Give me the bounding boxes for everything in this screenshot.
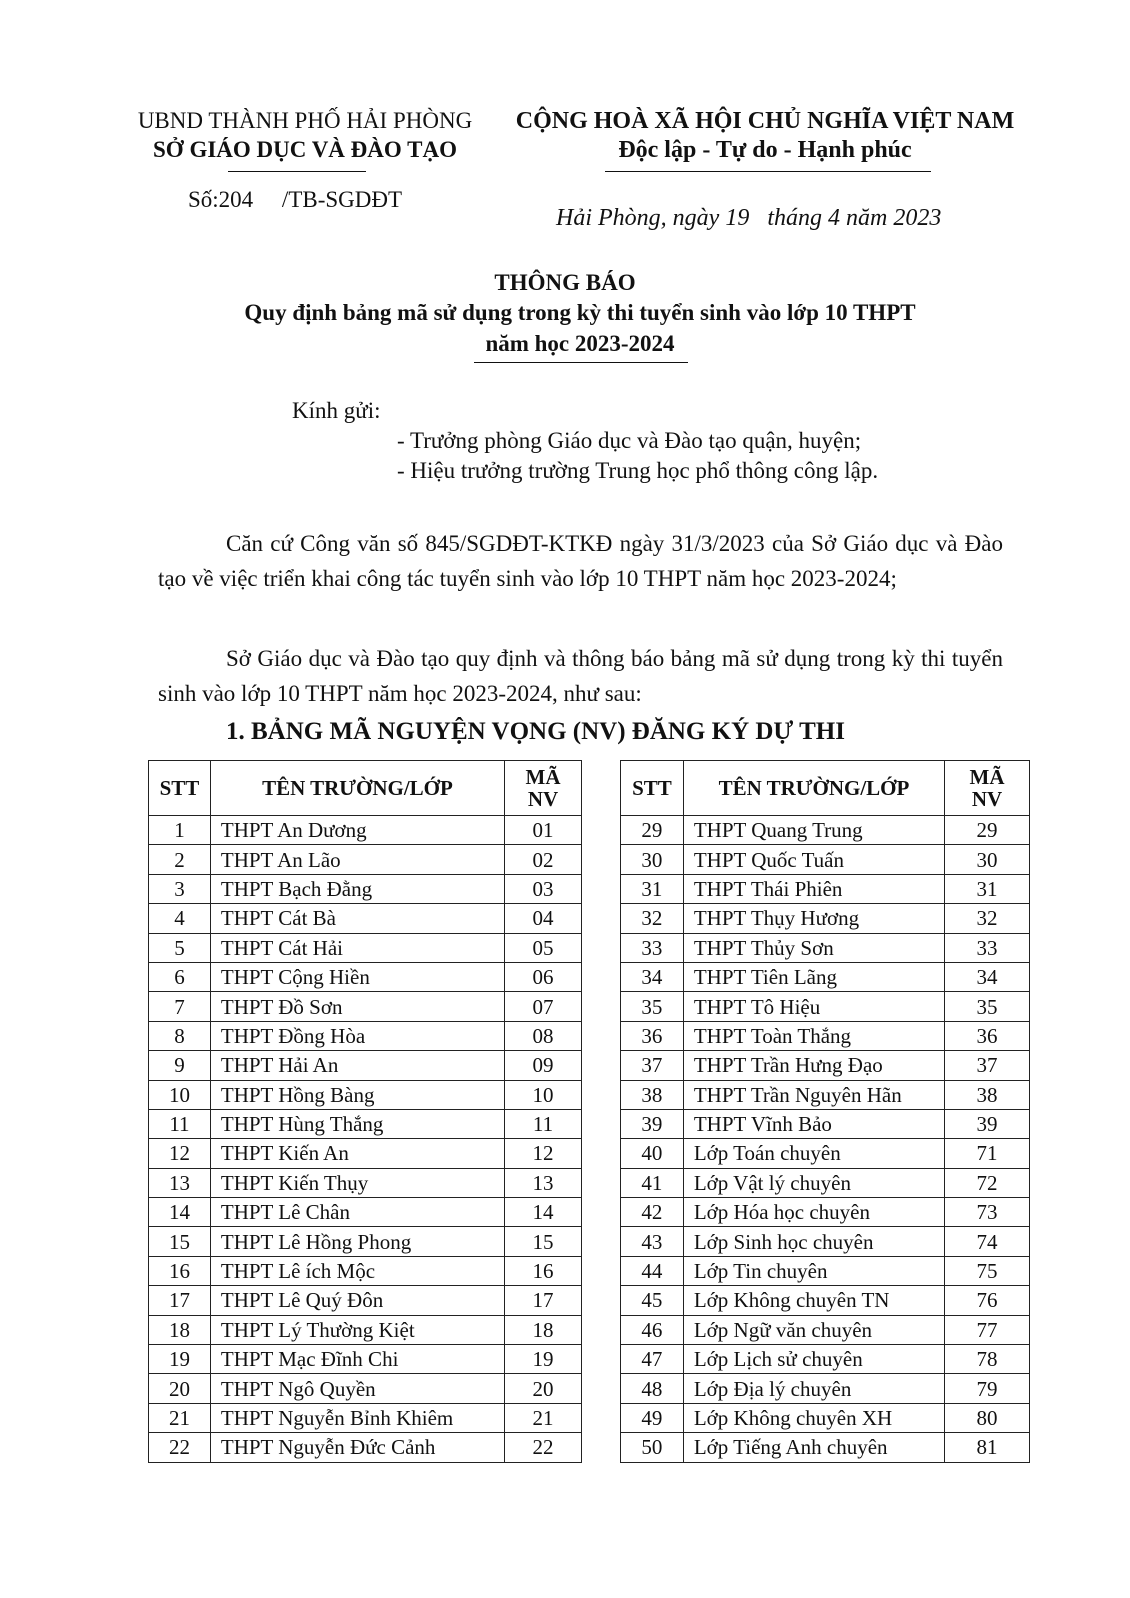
table-row [621,1256,1030,1285]
table-row [621,904,1030,933]
paragraph-announcement: Sở Giáo dục và Đào tạo quy định và thông báo bảng mã sử dụng trong kỳ thi tuyển sinh vào lớp 10 THPT năm học 2023-2024, như sau: [158,646,1003,706]
school-name: THPT Mạc Đĩnh Chi [210,1345,504,1374]
row-stt: 16 [149,1256,211,1285]
nv-code: 03 [505,874,582,903]
table-row [149,1286,582,1315]
row-stt: 21 [149,1403,211,1432]
table-row [149,816,582,845]
row-stt: 18 [149,1315,211,1344]
table-row [149,1433,582,1462]
nv-code: 73 [945,1198,1030,1227]
nv-code: 17 [505,1286,582,1315]
nv-code: 78 [945,1345,1030,1374]
row-stt: 47 [621,1345,684,1374]
nv-code: 33 [945,933,1030,962]
department-underline [228,171,366,172]
nv-code: 35 [945,992,1030,1021]
nv-code: 77 [945,1315,1030,1344]
table-row [621,1051,1030,1080]
school-name: THPT An Dương [210,816,504,845]
header-name: TÊN TRƯỜNG/LỚP [210,761,504,816]
table-row [149,1198,582,1227]
table-row [621,1433,1030,1462]
school-name: THPT Hải An [210,1051,504,1080]
nv-code: 80 [945,1403,1030,1432]
nv-code: 71 [945,1139,1030,1168]
row-stt: 43 [621,1227,684,1256]
nv-code: 74 [945,1227,1030,1256]
row-stt: 7 [149,992,211,1021]
table-row [149,1374,582,1403]
row-stt: 33 [621,933,684,962]
school-name: THPT Hùng Thắng [210,1109,504,1138]
nv-code: 13 [505,1168,582,1197]
document-number: Số:204 /TB-SGDĐT [188,187,403,212]
nv-code: 01 [505,816,582,845]
notice-title: THÔNG BÁO [494,270,636,295]
nv-code: 18 [505,1315,582,1344]
table-row [621,962,1030,991]
school-name: Lớp Sinh học chuyên [683,1227,944,1256]
row-stt: 11 [149,1109,211,1138]
notice-year: năm học 2023-2024 [485,331,675,356]
school-name: THPT Nguyễn Đức Cảnh [210,1433,504,1462]
row-stt: 14 [149,1198,211,1227]
row-stt: 49 [621,1403,684,1432]
school-name: THPT Quốc Tuấn [683,845,944,874]
row-stt: 31 [621,874,684,903]
row-stt: 20 [149,1374,211,1403]
nv-code: 09 [505,1051,582,1080]
nv-code: 15 [505,1227,582,1256]
nv-code: 21 [505,1403,582,1432]
school-name: THPT Kiến Thụy [210,1168,504,1197]
school-name: Lớp Địa lý chuyên [683,1374,944,1403]
table-row [621,933,1030,962]
school-name: THPT Nguyễn Bỉnh Khiêm [210,1403,504,1432]
notice-subject: Quy định bảng mã sử dụng trong kỳ thi tuyển sinh vào lớp 10 THPT [244,300,916,325]
row-stt: 38 [621,1080,684,1109]
table-row [621,1109,1030,1138]
row-stt: 45 [621,1286,684,1315]
nv-code: 14 [505,1198,582,1227]
table-row [149,1345,582,1374]
code-table-left [148,760,582,1463]
table-row [149,904,582,933]
table-row [621,1080,1030,1109]
motto-underline [605,171,931,172]
nv-code: 75 [945,1256,1030,1285]
nv-code: 12 [505,1139,582,1168]
school-name: THPT Quang Trung [683,816,944,845]
table-row [149,874,582,903]
row-stt: 9 [149,1051,211,1080]
row-stt: 4 [149,904,211,933]
row-stt: 22 [149,1433,211,1462]
school-name: THPT Lý Thường Kiệt [210,1315,504,1344]
table-row [621,845,1030,874]
nv-code: 36 [945,1021,1030,1050]
nv-code: 20 [505,1374,582,1403]
school-name: THPT Cộng Hiền [210,962,504,991]
table-row [621,1021,1030,1050]
nv-code: 16 [505,1256,582,1285]
table-row [621,1345,1030,1374]
row-stt: 37 [621,1051,684,1080]
nv-code: 29 [945,816,1030,845]
row-stt: 15 [149,1227,211,1256]
school-name: Lớp Vật lý chuyên [683,1168,944,1197]
school-name: THPT Cát Bà [210,904,504,933]
row-stt: 41 [621,1168,684,1197]
row-stt: 17 [149,1286,211,1315]
nv-code: 32 [945,904,1030,933]
school-name: THPT Đồ Sơn [210,992,504,1021]
table-row [621,992,1030,1021]
school-name: Lớp Toán chuyên [683,1139,944,1168]
school-name: Lớp Lịch sử chuyên [683,1345,944,1374]
school-name: THPT Thụy Hương [683,904,944,933]
agency-name: UBND THÀNH PHỐ HẢI PHÒNG [137,108,473,133]
school-name: THPT Thái Phiên [683,874,944,903]
school-name: Lớp Tin chuyên [683,1256,944,1285]
document-date: Hải Phòng, ngày 19 tháng 4 năm 2023 [556,205,942,231]
school-name: THPT Toàn Thắng [683,1021,944,1050]
nv-code: 79 [945,1374,1030,1403]
school-name: THPT Lê Hồng Phong [210,1227,504,1256]
row-stt: 44 [621,1256,684,1285]
table-row [149,1403,582,1432]
table-row [621,1286,1030,1315]
table-row [149,845,582,874]
nation-name: CỘNG HOÀ XÃ HỘI CHỦ NGHĨA VIỆT NAM [515,108,1015,134]
school-name: THPT Đồng Hòa [210,1021,504,1050]
school-name: THPT Lê Chân [210,1198,504,1227]
row-stt: 50 [621,1433,684,1462]
school-name: Lớp Tiếng Anh chuyên [683,1433,944,1462]
table-row [621,1315,1030,1344]
nv-code: 06 [505,962,582,991]
school-name: THPT Tô Hiệu [683,992,944,1021]
school-name: THPT Trần Hưng Đạo [683,1051,944,1080]
row-stt: 29 [621,816,684,845]
row-stt: 39 [621,1109,684,1138]
table-row [621,874,1030,903]
header-code: MÃ NV [505,761,582,816]
row-stt: 19 [149,1345,211,1374]
school-name: THPT Tiên Lãng [683,962,944,991]
recipient-item: - Trưởng phòng Giáo dục và Đào tạo quận, huyện; [397,428,862,453]
recipient-item: - Hiệu trưởng trường Trung học phổ thông công lập. [397,458,879,483]
row-stt: 5 [149,933,211,962]
header-stt: STT [149,761,211,816]
table-row [621,1168,1030,1197]
nv-code: 22 [505,1433,582,1462]
row-stt: 10 [149,1080,211,1109]
school-name: Lớp Không chuyên TN [683,1286,944,1315]
table-row [621,1227,1030,1256]
school-name: THPT Bạch Đằng [210,874,504,903]
school-name: Lớp Hóa học chuyên [683,1198,944,1227]
nv-code: 81 [945,1433,1030,1462]
table-row [149,1256,582,1285]
header-stt: STT [621,761,684,816]
nv-code: 08 [505,1021,582,1050]
school-name: THPT Ngô Quyền [210,1374,504,1403]
school-name: THPT Thủy Sơn [683,933,944,962]
department-name: SỞ GIÁO DỤC VÀ ĐÀO TẠO [153,137,457,162]
row-stt: 46 [621,1315,684,1344]
row-stt: 36 [621,1021,684,1050]
school-name: THPT Lê Quý Đôn [210,1286,504,1315]
school-name: Lớp Ngữ văn chuyên [683,1315,944,1344]
row-stt: 40 [621,1139,684,1168]
nv-code: 76 [945,1286,1030,1315]
row-stt: 2 [149,845,211,874]
table-row [621,1403,1030,1432]
nv-code: 10 [505,1080,582,1109]
table-row [149,1227,582,1256]
row-stt: 1 [149,816,211,845]
table-row [621,1198,1030,1227]
row-stt: 3 [149,874,211,903]
school-name: THPT Cát Hải [210,933,504,962]
nv-code: 31 [945,874,1030,903]
table-row [621,1374,1030,1403]
school-name: THPT Vĩnh Bảo [683,1109,944,1138]
table-row [621,816,1030,845]
table-row [149,1109,582,1138]
paragraph-basis: Căn cứ Công văn số 845/SGDĐT-KTKĐ ngày 31/3/2023 của Sở Giáo dục và Đào tạo về việc triển khai công tác tuyển sinh vào lớp 10 THPT năm học 2023-2024; [158,531,1003,591]
section-heading: 1. BẢNG MÃ NGUYỆN VỌNG (NV) ĐĂNG KÝ DỰ THI [226,718,845,745]
table-row [149,992,582,1021]
motto: Độc lập - Tự do - Hạnh phúc [618,137,912,163]
table-row [149,933,582,962]
nv-code: 07 [505,992,582,1021]
table-row [621,1139,1030,1168]
nv-code: 11 [505,1109,582,1138]
table-row [149,1315,582,1344]
school-name: THPT Lê ích Mộc [210,1256,504,1285]
nv-code: 30 [945,845,1030,874]
row-stt: 6 [149,962,211,991]
row-stt: 32 [621,904,684,933]
row-stt: 12 [149,1139,211,1168]
row-stt: 8 [149,1021,211,1050]
school-name: THPT An Lão [210,845,504,874]
header-code: MÃ NV [945,761,1030,816]
row-stt: 13 [149,1168,211,1197]
school-name: THPT Hồng Bàng [210,1080,504,1109]
table-row [149,1139,582,1168]
row-stt: 34 [621,962,684,991]
title-underline [474,362,688,363]
table-row [149,1051,582,1080]
table-row [149,1021,582,1050]
nv-code: 05 [505,933,582,962]
nv-code: 19 [505,1345,582,1374]
recipients-label: Kính gửi: [292,398,381,423]
row-stt: 48 [621,1374,684,1403]
nv-code: 39 [945,1109,1030,1138]
nv-code: 34 [945,962,1030,991]
nv-code: 04 [505,904,582,933]
school-name: THPT Kiến An [210,1139,504,1168]
row-stt: 35 [621,992,684,1021]
row-stt: 30 [621,845,684,874]
school-name: Lớp Không chuyên XH [683,1403,944,1432]
nv-code: 72 [945,1168,1030,1197]
table-row [149,962,582,991]
school-name: THPT Trần Nguyên Hãn [683,1080,944,1109]
header-name: TÊN TRƯỜNG/LỚP [683,761,944,816]
table-row [149,1168,582,1197]
nv-code: 02 [505,845,582,874]
nv-code: 38 [945,1080,1030,1109]
nv-code: 37 [945,1051,1030,1080]
code-table-right [620,760,1030,1463]
row-stt: 42 [621,1198,684,1227]
table-row [149,1080,582,1109]
